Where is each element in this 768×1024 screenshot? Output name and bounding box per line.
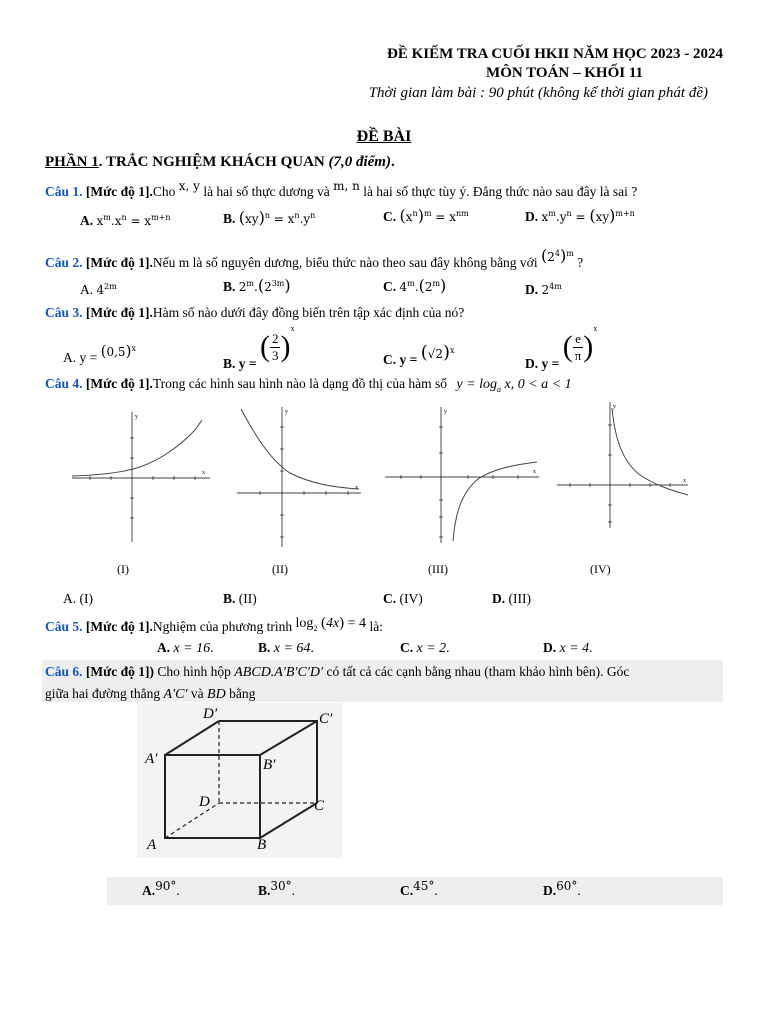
svg-text:y: y — [285, 409, 288, 415]
q3-option-b[interactable]: B. y = ( $\frac{2}{3}$ )$^x$ — [223, 323, 295, 372]
q2-option-b[interactable]: B. $2^m.(2^{3m})$ — [223, 276, 291, 295]
question-2: Câu 2. [Mức độ 1].Nếu m là số nguyên dương, biểu thức nào theo sau đây không bằng với $(2^4)^m$ ? — [45, 246, 584, 270]
cube-label-d: D — [199, 794, 210, 810]
q2-option-c[interactable]: C. 4$^m$.(2$^m$) — [383, 276, 447, 295]
svg-text:x: x — [355, 485, 358, 491]
q3-option-a[interactable]: A. $y = (0,5)^x$ — [63, 342, 136, 365]
q5-option-d[interactable]: D. x = 4. — [543, 640, 593, 656]
cube-label-a: A — [147, 837, 157, 853]
cube-label-c: C — [314, 798, 325, 814]
section-heading: ĐỀ BÀI — [356, 128, 412, 145]
graph-1 — [70, 410, 215, 545]
q2-option-d[interactable]: D. $2^{4m}$ — [525, 282, 562, 297]
cube-label-b: B — [257, 837, 267, 853]
cube-label-a-prime: A′ — [145, 751, 158, 767]
svg-text:y: y — [444, 409, 447, 415]
question-4: Câu 4. [Mức độ 1].Trong các hình sau hình nào là dạng đồ thị của hàm số $y = \log_a x$, 0 < a < 1 — [45, 376, 572, 394]
q1-option-c[interactable]: C. $(x^n)^m = x^{nm}$ — [383, 206, 469, 225]
q2-option-a[interactable]: A. $4^{2m}$ — [80, 282, 117, 297]
q4-option-c[interactable]: C. (IV) — [383, 591, 423, 606]
q4-option-a[interactable]: A. (I) — [63, 591, 93, 606]
q3-option-d[interactable]: D. y = ( $\frac{e}{\pi}$ )$^x$ — [525, 323, 598, 372]
svg-text:x: x — [533, 469, 536, 475]
svg-text:y: y — [135, 414, 138, 420]
svg-text:x: x — [683, 478, 686, 484]
q1-option-b[interactable]: B. $(xy)^n = x^n.y^n$ — [223, 208, 316, 227]
svg-text:y: y — [613, 404, 616, 410]
question-6-line2: giữa hai đường thẳng A′C′ và BD bằng — [45, 686, 256, 702]
question-5: Câu 5. [Mức độ 1].Nghiệm của phương trình $\log_2 (4x) = 4$ là: — [45, 615, 383, 634]
graph-label-3: (III) — [428, 562, 448, 576]
question-6: Câu 6. [Mức độ 1]) Cho hình hộp ABCD.A′B′C′D′ có tất cả các cạnh bằng nhau (tham khảo hình bên). Góc — [45, 664, 630, 680]
cube-figure — [137, 703, 342, 858]
q5-option-c[interactable]: C. x = 2. — [400, 640, 450, 656]
q4-option-b[interactable]: B. (II) — [223, 591, 257, 606]
graph-2 — [235, 405, 365, 550]
q5-option-b[interactable]: B. x = 64. — [258, 640, 314, 656]
graph-label-4: (IV) — [590, 562, 611, 576]
graph-label-1: (I) — [117, 562, 129, 576]
question-1: Câu 1. [Mức độ 1].Cho x, y là hai số thực dương và m, n là hai số thực tùy ý. Đẳng thức nào sau đây là sai ? — [45, 179, 638, 199]
question-3: Câu 3. [Mức độ 1].Hàm số nào dưới đây đồng biến trên tập xác định của nó? — [45, 305, 465, 320]
q4-option-d[interactable]: D. (III) — [492, 591, 531, 606]
q6-option-c[interactable]: C.45°. — [400, 879, 438, 898]
cube-label-d-prime: D′ — [203, 706, 218, 722]
q6-option-b[interactable]: B.30°. — [258, 879, 296, 898]
part-heading: PHẦN 1. TRẮC NGHIỆM KHÁCH QUAN (7,0 điểm). — [45, 154, 395, 170]
question-label: Câu 1. — [45, 184, 83, 199]
q1-option-a[interactable]: A. $x^m.x^n = x^{m+n}$ — [80, 213, 171, 228]
q3-option-c[interactable]: C. $y = (√2)^x$ — [383, 342, 455, 367]
svg-text:x: x — [202, 470, 205, 476]
cube-label-b-prime: B′ — [263, 757, 276, 773]
time-note: Thời gian làm bài : 90 phút (không kể thời gian phát đề) — [368, 85, 708, 101]
q5-option-a[interactable]: A. x = 16. — [157, 640, 214, 656]
exam-title: ĐỀ KIẾM TRA CUỐI HKII NĂM HỌC 2023 - 2024 — [387, 46, 723, 62]
graph-4 — [555, 400, 690, 530]
q6-option-d[interactable]: D.60°. — [543, 879, 581, 898]
q1-option-d[interactable]: D. $x^m.y^n = (xy)^{m+n}$ — [525, 206, 635, 225]
q6-option-a[interactable]: A.90°. — [142, 879, 180, 898]
graph-label-2: (II) — [272, 562, 288, 576]
subject-title: MÔN TOÁN – KHỐI 11 — [486, 65, 643, 81]
graph-3 — [383, 405, 543, 545]
cube-label-c-prime: C′ — [319, 711, 333, 727]
